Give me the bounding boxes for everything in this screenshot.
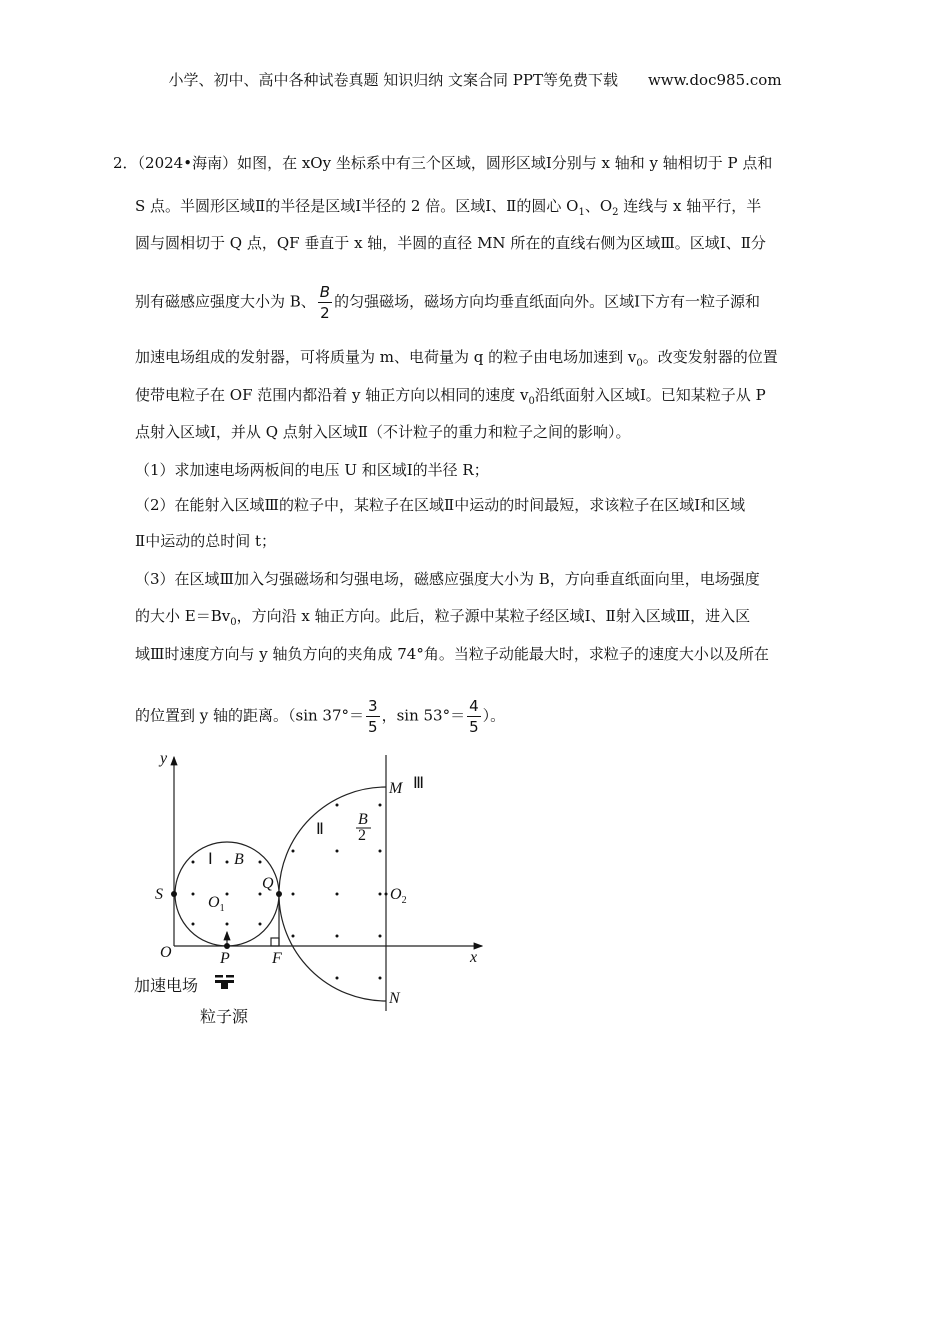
region-2-semicircle	[279, 787, 386, 1001]
text-line: 圆与圆相切于 Q 点，QF 垂直于 x 轴，半圆的直径 MN 所在的直线右侧为区域Ⅲ。区域Ⅰ、Ⅱ分	[135, 234, 766, 252]
text-line: S 点。半圆形区域Ⅱ的半径是区域Ⅰ半径的 2 倍。区域Ⅰ、Ⅱ的圆心 $O_1$、$O_2$ 连线与 x 轴平行，半	[135, 197, 762, 218]
svg-text:y: y	[160, 750, 168, 767]
text-line: 使带电粒子在 OF 范围内都沿着 y 轴正方向以相同的速度 $v_0$沿纸面射入区域Ⅰ。已知某粒子从 P	[135, 386, 766, 407]
page-header: 小学、初中、高中各种试卷真题 知识归纳 文案合同 PPT等免费下载 www.doc985.com	[168, 71, 782, 89]
svg-text:粒子源: 粒子源	[200, 1009, 249, 1026]
text-line: 域Ⅲ时速度方向与 y 轴负方向的夹角成 74°角。当粒子动能最大时，求粒子的速度大小以及所在	[135, 645, 769, 663]
svg-text:Ⅲ: Ⅲ	[413, 775, 425, 792]
svg-text:F: F	[272, 950, 282, 967]
sub-question-3: （3）在区域Ⅲ加入匀强磁场和匀强电场，磁感应强度大小为 B，方向垂直纸面向里，电场强度	[135, 570, 760, 588]
text-line: Ⅱ中运动的总时间 t；	[135, 532, 276, 550]
svg-text:O: O	[160, 944, 172, 961]
svg-text:O2: $O_2$	[390, 886, 407, 906]
svg-text:B: B	[358, 811, 368, 828]
svg-text:x: x	[470, 949, 478, 966]
svg-text:B: B	[234, 851, 244, 868]
text-line: 的位置到 y 轴的距离。（sin 37°＝ $\frac{3}{5}$ ，sin 53°＝ $\frac{4}{5}$ ）。	[135, 697, 506, 736]
svg-text:Q: Q	[262, 875, 274, 892]
svg-text:2: 2	[358, 827, 366, 844]
svg-text:加速电场: 加速电场	[134, 978, 199, 995]
sub-question-1: （1）求加速电场两板间的电压 U 和区域Ⅰ的半径 R；	[135, 461, 489, 479]
text-line: 点射入区域Ⅰ，并从 Q 点射入区域Ⅱ（不计粒子的重力和粒子之间的影响）。	[135, 423, 631, 441]
svg-text:Ⅱ: Ⅱ	[316, 821, 324, 838]
svg-text:Ⅰ: Ⅰ	[208, 851, 213, 868]
svg-text:N: N	[389, 990, 400, 1007]
svg-text:M: M	[389, 780, 403, 797]
svg-text:O1: $O_1$	[208, 894, 225, 914]
text-line: 加速电场组成的发射器，可将质量为 m、电荷量为 q 的粒子由电场加速到 $v_0$。改变发射器的位置	[135, 348, 778, 369]
emitter-icon	[215, 975, 234, 989]
text-line: 的大小 $E=Bv_0$，方向沿 x 轴正方向。此后，粒子源中某粒子经区域Ⅰ、Ⅱ射入区域Ⅲ，进入区	[135, 607, 751, 628]
text-line: 2．（2024•海南）如图，在 xOy 坐标系中有三个区域，圆形区域Ⅰ分别与 x 轴和 y 轴相切于 P 点和	[113, 154, 773, 172]
fraction-b-over-2: $\frac{B}{2}$	[319, 283, 331, 322]
sub-question-2: （2）在能射入区域Ⅲ的粒子中，某粒子在区域Ⅱ中运动的时间最短，求该粒子在区域Ⅰ和区域	[135, 496, 746, 514]
text-line: 别有磁感应强度大小为 B、 $\frac{B}{2}$ 的匀强磁场，磁场方向均垂直纸面向外。区域Ⅰ下方有一粒子源和	[135, 283, 761, 322]
svg-text:P: P	[220, 950, 230, 967]
svg-text:S: S	[155, 886, 163, 903]
